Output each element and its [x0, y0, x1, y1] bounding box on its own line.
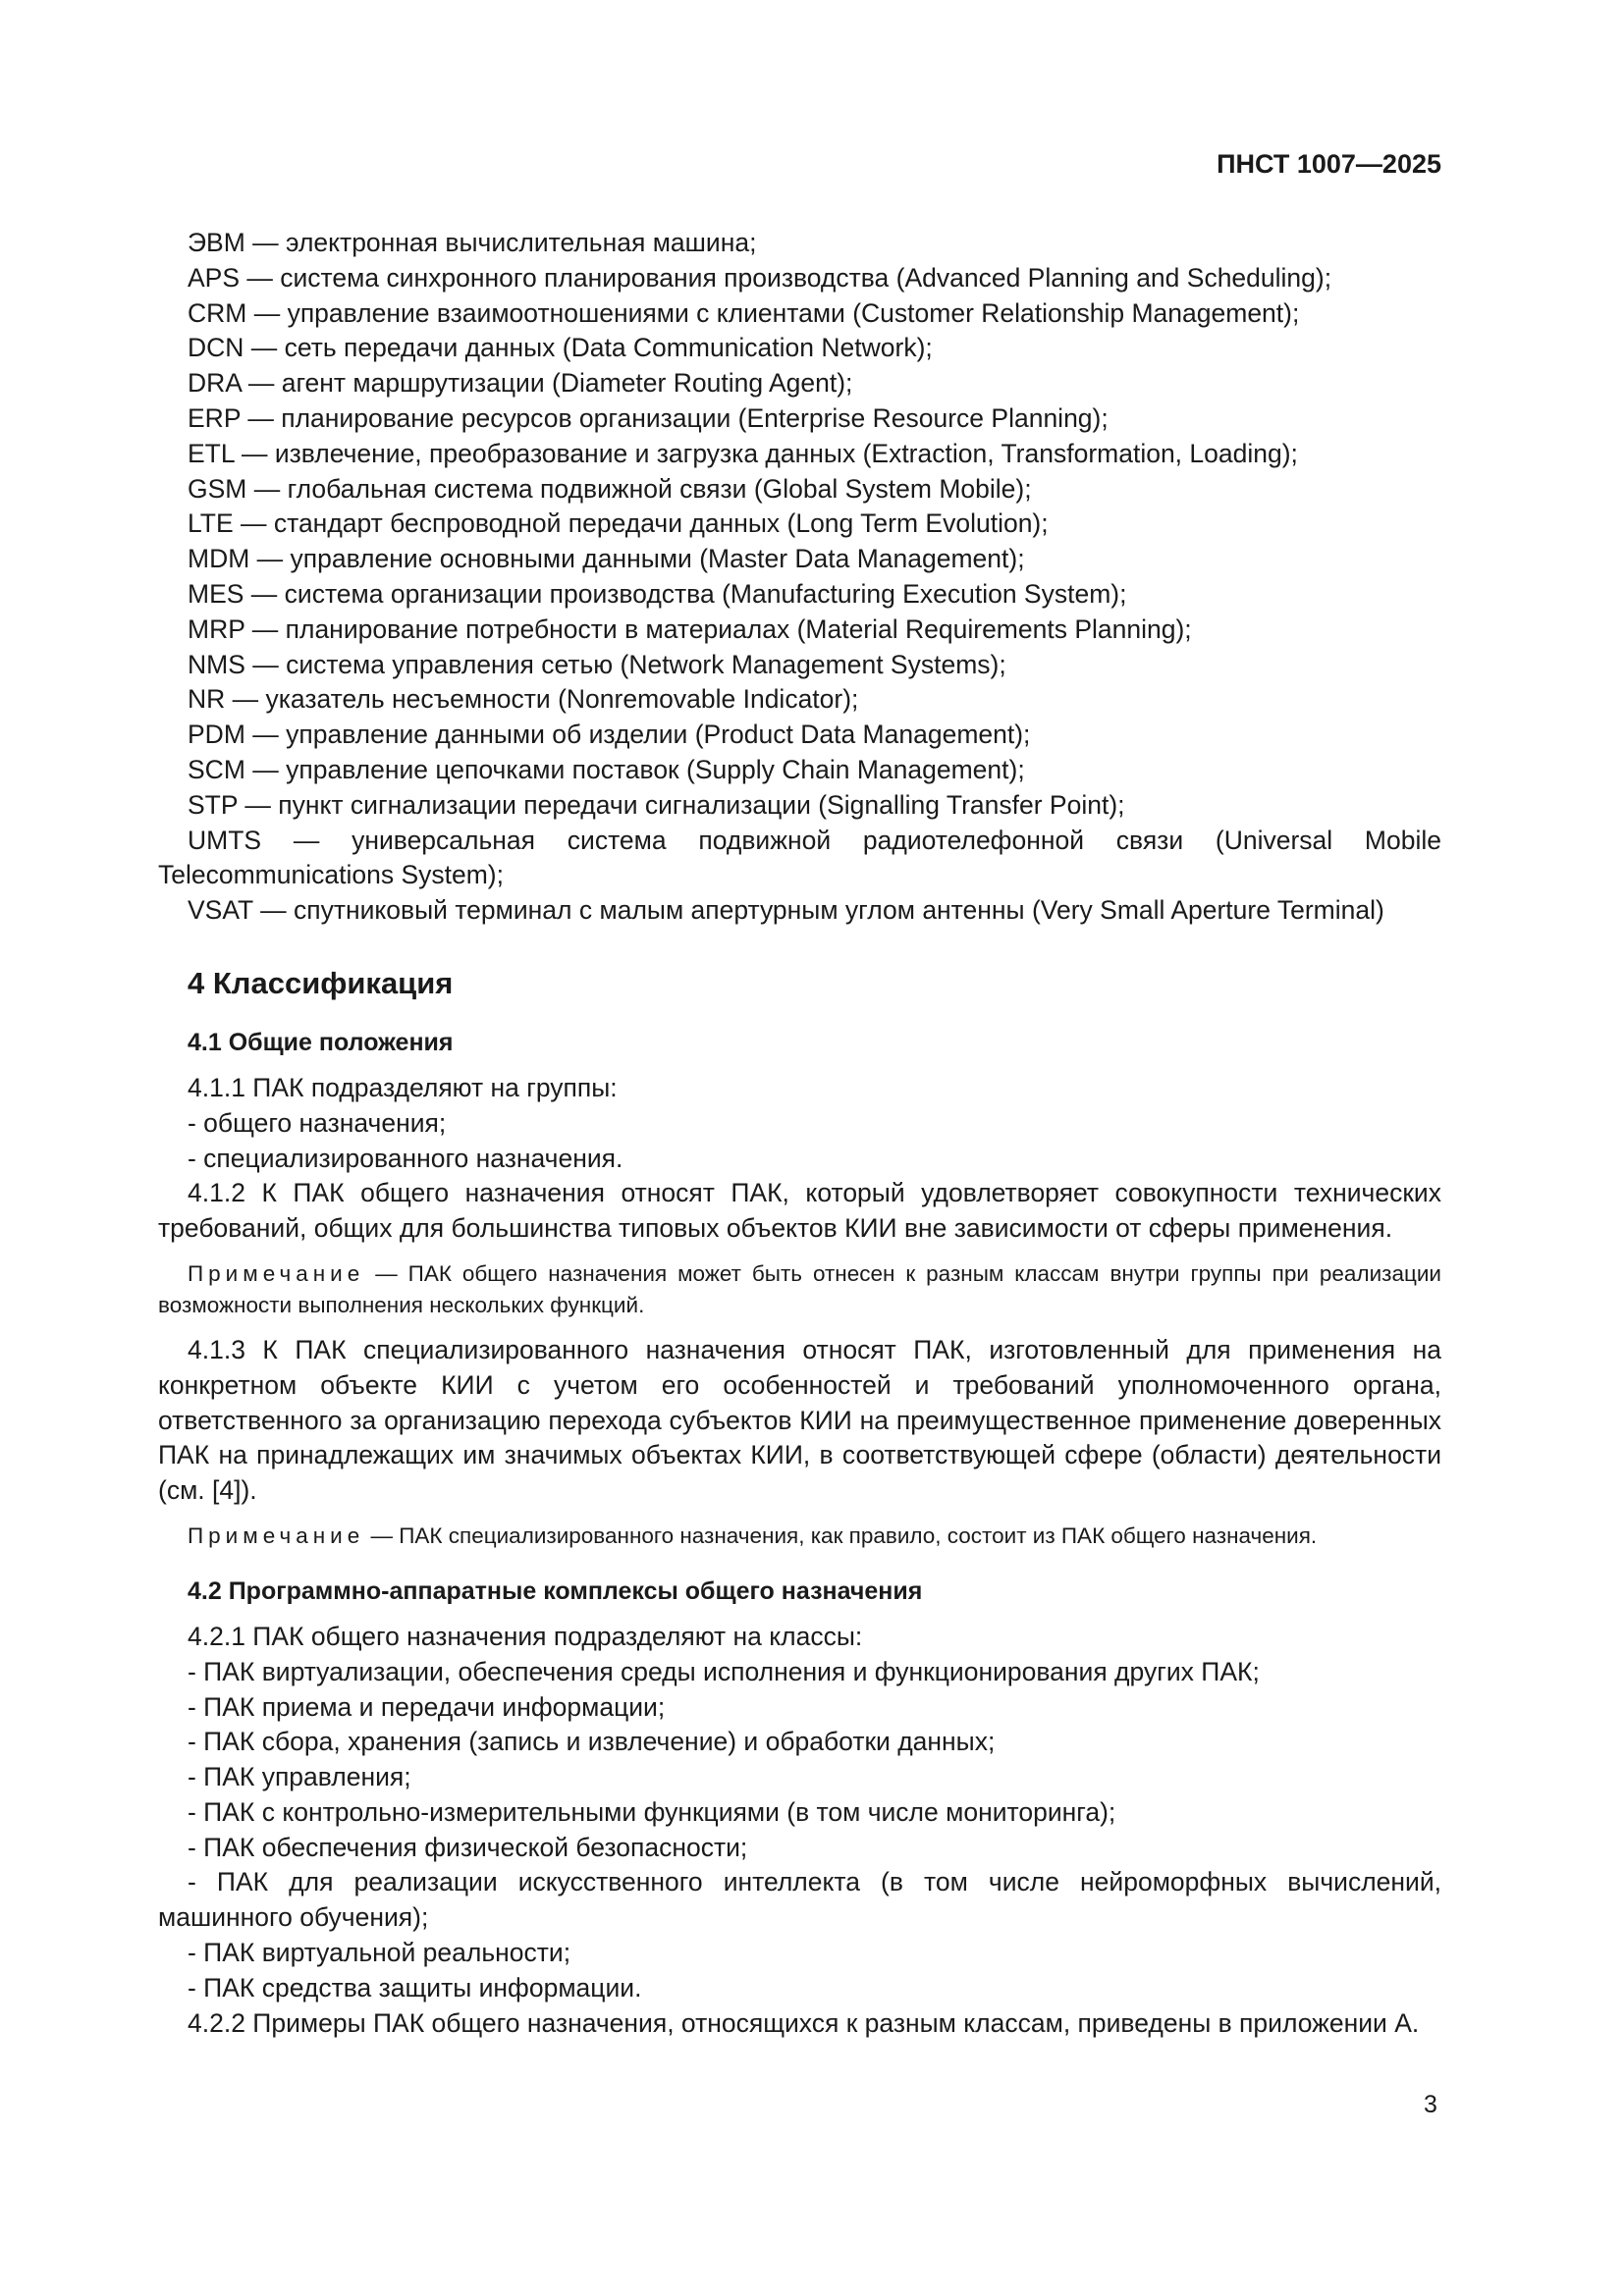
- page-body: [158, 0, 1441, 2041]
- abbreviation-item: APS — система синхронного планирования производства (Advanced Planning and Scheduling);: [188, 262, 1332, 293]
- abbreviation-item: UMTS — универсальная система подвижной радиотелефонной связи (Universal Mobile Telecommunications System);: [158, 825, 1441, 890]
- note-2: [158, 1521, 1441, 1552]
- page-number: 3: [1424, 2091, 1437, 2118]
- abbreviation-item: PDM — управление данными об изделии (Product Data Management);: [188, 720, 1031, 750]
- note-text: — ПАК общего назначения может быть отнесен к разным классам внутри группы при реализации возможности выполнения нескольких функций.: [158, 1260, 1441, 1317]
- list-item: - ПАК управления;: [188, 1762, 411, 1792]
- abbreviation-item: DCN — сеть передачи данных (Data Communication Network);: [188, 333, 933, 363]
- abbreviation-item: MDM — управление основными данными (Master Data Management);: [188, 544, 1025, 574]
- list-item: - ПАК средства защиты информации.: [188, 1972, 642, 2002]
- abbreviation-item: MES — система организации производства (Manufacturing Execution System);: [188, 578, 1127, 609]
- list-item: - специализированного назначения.: [188, 1143, 623, 1173]
- abbreviation-item: NMS — система управления сетью (Network Management Systems);: [188, 649, 1006, 679]
- note-1: [158, 1258, 1441, 1321]
- list-item: - ПАК сбора, хранения (запись и извлечение) и обработки данных;: [188, 1727, 996, 1757]
- section-4-2-title: 4.2 Программно-аппаратные комплексы общего назначения: [188, 1576, 923, 1605]
- abbreviation-item: STP — пункт сигнализации передачи сигнализации (Signalling Transfer Point);: [188, 789, 1125, 820]
- abbreviation-item: ETL — извлечение, преобразование и загрузка данных (Extraction, Transformation, Loading);: [188, 438, 1298, 468]
- note-label: Примечание: [188, 1522, 365, 1548]
- section-4-1-title: 4.1 Общие положения: [188, 1028, 454, 1056]
- abbreviation-item: GSM — глобальная система подвижной связи (Global System Mobile);: [188, 473, 1032, 504]
- paragraph-4-2-1: 4.2.1 ПАК общего назначения подразделяют на классы:: [188, 1621, 863, 1651]
- list-item: - ПАК виртуализации, обеспечения среды исполнения и функционирования других ПАК;: [188, 1656, 1260, 1686]
- abbreviation-item: NR — указатель несъемности (Nonremovable Indicator);: [188, 684, 859, 715]
- list-item: - ПАК обеспечения физической безопасности;: [188, 1832, 748, 1862]
- note-text: — ПАК специализированного назначения, как правило, состоит из ПАК общего назначения.: [364, 1522, 1318, 1548]
- note-label: Примечание: [188, 1260, 365, 1286]
- list-item: - общего назначения;: [188, 1107, 447, 1138]
- abbreviation-item: ERP — планирование ресурсов организации (Enterprise Resource Planning);: [188, 402, 1109, 433]
- paragraph-4-1-2: 4.1.2 К ПАК общего назначения относят ПАК, который удовлетворяет совокупности технических требований, общих для большинства типовых объектов КИИ вне зависимости от сферы применения.: [158, 1178, 1441, 1244]
- abbreviation-item: VSAT — спутниковый терминал с малым апертурным углом антенны (Very Small Aperture Terminal): [188, 895, 1384, 926]
- classes-list: [158, 1655, 1441, 2006]
- abbreviation-item: DRA — агент маршрутизации (Diameter Routing Agent);: [188, 368, 853, 399]
- paragraph-4-2-2: 4.2.2 Примеры ПАК общего назначения, относящихся к разным классам, приведены в приложении А.: [188, 2007, 1420, 2038]
- document-header: ПНСТ 1007—2025: [1217, 149, 1441, 179]
- list-item: - ПАК с контрольно-измерительными функциями (в том числе мониторинга);: [188, 1796, 1116, 1827]
- abbreviations-list: [158, 226, 1441, 929]
- abbreviation-item: SCM — управление цепочками поставок (Supply Chain Management);: [188, 754, 1025, 784]
- paragraph-4-1-3: 4.1.3 К ПАК специализированного назначения относят ПАК, изготовленный для применения на конкретном объекте КИИ с учетом его особенностей и требований уполномоченного органа, ответственного за организацию перехода субъектов КИИ на преимущественное применение доверенных ПАК на принадлежащих им значимых объектах КИИ, в соответствующей сфере (области) деятельности (см. [4]).: [158, 1334, 1441, 1506]
- abbreviation-item: CRM — управление взаимоотношениями с клиентами (Customer Relationship Management);: [188, 297, 1300, 328]
- abbreviation-item: ЭВМ — электронная вычислительная машина;: [188, 228, 757, 257]
- abbreviation-item: LTE — стандарт беспроводной передачи данных (Long Term Evolution);: [188, 508, 1049, 539]
- abbreviation-item: MRP — планирование потребности в материалах (Material Requirements Planning);: [188, 614, 1192, 644]
- list-item: - ПАК приема и передачи информации;: [188, 1691, 666, 1722]
- paragraph-4-1-1: 4.1.1 ПАК подразделяют на группы:: [188, 1072, 618, 1102]
- list-item: - ПАК для реализации искусственного интеллекта (в том числе нейроморфных вычислений, машинного обучения);: [158, 1867, 1441, 1933]
- list-item: - ПАК виртуальной реальности;: [188, 1938, 571, 1968]
- section-4-title: 4 Классификация: [188, 965, 454, 1000]
